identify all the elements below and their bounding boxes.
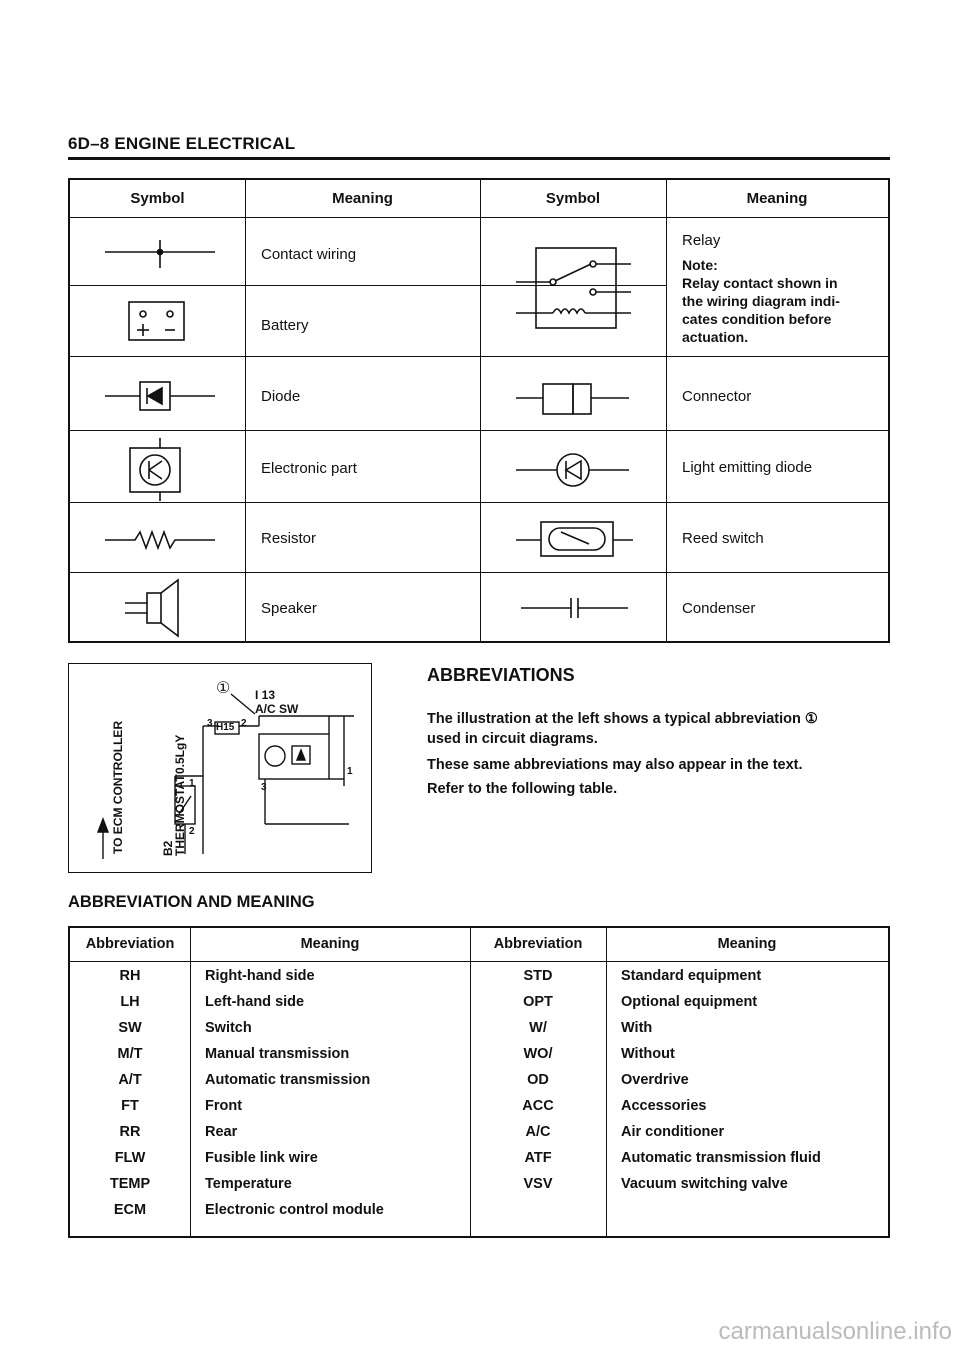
abb-header-meaning-right: Meaning xyxy=(717,936,777,952)
abbreviations-title: ABBREVIATIONS xyxy=(427,665,575,685)
meaning-diode: Diode xyxy=(261,388,301,405)
meaning-cell: Front xyxy=(205,1098,243,1114)
para-line: Refer to the following table. xyxy=(427,781,618,797)
label-wire: 0.5LgY xyxy=(173,734,187,774)
meaning-cell: Right-hand side xyxy=(205,968,315,984)
meaning-cell: Air conditioner xyxy=(621,1124,725,1140)
meaning-speaker: Speaker xyxy=(261,600,317,617)
abbr-cell: SW xyxy=(118,1020,142,1036)
relay-icon xyxy=(516,248,631,328)
electronic-part-icon xyxy=(130,438,180,501)
meaning-cell: Electronic control module xyxy=(205,1202,384,1218)
abbr-cell: FLW xyxy=(114,1150,146,1166)
battery-icon xyxy=(129,302,184,340)
pin-3: 3 xyxy=(207,718,213,729)
meaning-cell: Fusible link wire xyxy=(205,1150,318,1166)
abbr-cell: RR xyxy=(119,1124,141,1140)
header-rule xyxy=(68,157,890,160)
connector-icon xyxy=(516,384,629,414)
contact-wiring-icon xyxy=(105,240,215,268)
relay-note-line: actuation. xyxy=(682,329,749,345)
watermark: carmanualsonline.info xyxy=(718,1318,952,1345)
abbr-cell: ATF xyxy=(524,1150,552,1166)
meaning-led: Light emitting diode xyxy=(682,459,813,476)
para-line: These same abbreviations may also appear in the text. xyxy=(427,757,803,773)
relay-note-line: the wiring diagram indi- xyxy=(682,293,840,309)
right-symbols xyxy=(481,218,666,641)
abbr-cell: LH xyxy=(120,994,140,1010)
pin-2: 2 xyxy=(241,718,247,729)
symbol-table xyxy=(68,178,890,643)
abbr-cell: FT xyxy=(121,1098,139,1114)
meaning-cell: Switch xyxy=(205,1020,252,1036)
abbreviation-table xyxy=(68,926,890,1238)
relay-note-line: cates condition before xyxy=(682,311,832,327)
meaning-cell: Overdrive xyxy=(621,1072,689,1088)
header-meaning-left: Meaning xyxy=(332,190,393,207)
meaning-cell: Vacuum switching valve xyxy=(621,1176,788,1192)
abbr-cell: TEMP xyxy=(109,1176,151,1192)
abbreviation-table-heading: ABBREVIATION AND MEANING xyxy=(68,893,315,911)
led-icon xyxy=(516,454,629,486)
para-line: The illustration at the left shows a typical abbreviation ① xyxy=(427,711,818,727)
pin-1: 1 xyxy=(347,766,353,777)
meaning-cell: Standard equipment xyxy=(621,968,762,984)
pin-3b: 3 xyxy=(261,782,267,793)
meaning-cell: Rear xyxy=(205,1124,238,1140)
meaning-cell: Optional equipment xyxy=(621,994,758,1010)
meaning-condenser: Condenser xyxy=(682,600,756,617)
meaning-resistor: Resistor xyxy=(261,530,317,547)
relay-note-line: Relay contact shown in xyxy=(682,275,838,291)
abbreviations-paragraph xyxy=(427,709,897,799)
abbreviation-illustration xyxy=(68,663,372,873)
abb-header-abbr-left: Abbreviation xyxy=(85,936,175,952)
abbr-cell: VSV xyxy=(523,1176,553,1192)
label-thermostat: THERMOSTAT xyxy=(173,774,187,856)
page-header: 6D–8 ENGINE ELECTRICAL xyxy=(68,134,296,153)
meaning-contact-wiring: Contact wiring xyxy=(261,246,357,263)
meaning-cell: Automatic transmission fluid xyxy=(621,1150,821,1166)
meaning-cell: Without xyxy=(621,1046,675,1062)
meaning-electronic-part: Electronic part xyxy=(261,460,357,477)
meaning-relay: Relay xyxy=(682,232,721,249)
para-line: used in circuit diagrams. xyxy=(427,731,598,747)
label-i13: I 13 xyxy=(255,688,276,702)
speaker-icon xyxy=(125,580,178,636)
resistor-icon xyxy=(105,532,215,548)
relay-note-label: Note: xyxy=(682,257,718,273)
abbr-cell: ACC xyxy=(522,1098,554,1114)
left-symbols xyxy=(70,218,245,641)
meaning-reed-switch: Reed switch xyxy=(682,530,764,547)
reed-switch-icon xyxy=(516,522,633,556)
abbr-cell: W/ xyxy=(529,1020,547,1036)
meaning-cell: Automatic transmission xyxy=(205,1072,371,1088)
label-b2: B2 xyxy=(161,840,175,856)
header-meaning-right: Meaning xyxy=(746,190,808,207)
condenser-icon xyxy=(521,598,628,618)
meaning-cell: Manual transmission xyxy=(205,1046,350,1062)
abbr-cell: ECM xyxy=(113,1202,147,1218)
callout-number: ① xyxy=(216,680,231,697)
abbr-cell: OD xyxy=(527,1072,549,1088)
abbr-cell: STD xyxy=(523,968,553,984)
label-h15: H15 xyxy=(216,722,235,733)
relay-note xyxy=(682,256,882,346)
abbr-cell: A/T xyxy=(118,1072,142,1088)
abb-header-meaning-left: Meaning xyxy=(300,936,360,952)
abbr-cell: RH xyxy=(119,968,141,984)
meaning-connector: Connector xyxy=(682,388,752,405)
meaning-cell: Left-hand side xyxy=(205,994,305,1010)
meaning-battery: Battery xyxy=(261,317,309,334)
abbr-cell: M/T xyxy=(117,1046,143,1062)
header-symbol-left: Symbol xyxy=(130,190,185,207)
meaning-cell: Temperature xyxy=(205,1176,292,1192)
abbr-cell: A/C xyxy=(525,1124,551,1140)
abbr-cell: OPT xyxy=(523,994,553,1010)
abb-header-abbr-right: Abbreviation xyxy=(493,936,583,952)
meaning-cell: Accessories xyxy=(621,1098,707,1114)
diode-icon xyxy=(105,382,215,410)
header-symbol-right: Symbol xyxy=(545,190,601,207)
pin-2b: 2 xyxy=(189,826,195,837)
label-ac-sw: A/C SW xyxy=(255,702,299,716)
meaning-cell: With xyxy=(621,1020,653,1036)
abbr-cell: WO/ xyxy=(523,1046,553,1062)
label-to-ecm: TO ECM CONTROLLER xyxy=(111,720,125,854)
pin-1b: 1 xyxy=(189,778,195,789)
